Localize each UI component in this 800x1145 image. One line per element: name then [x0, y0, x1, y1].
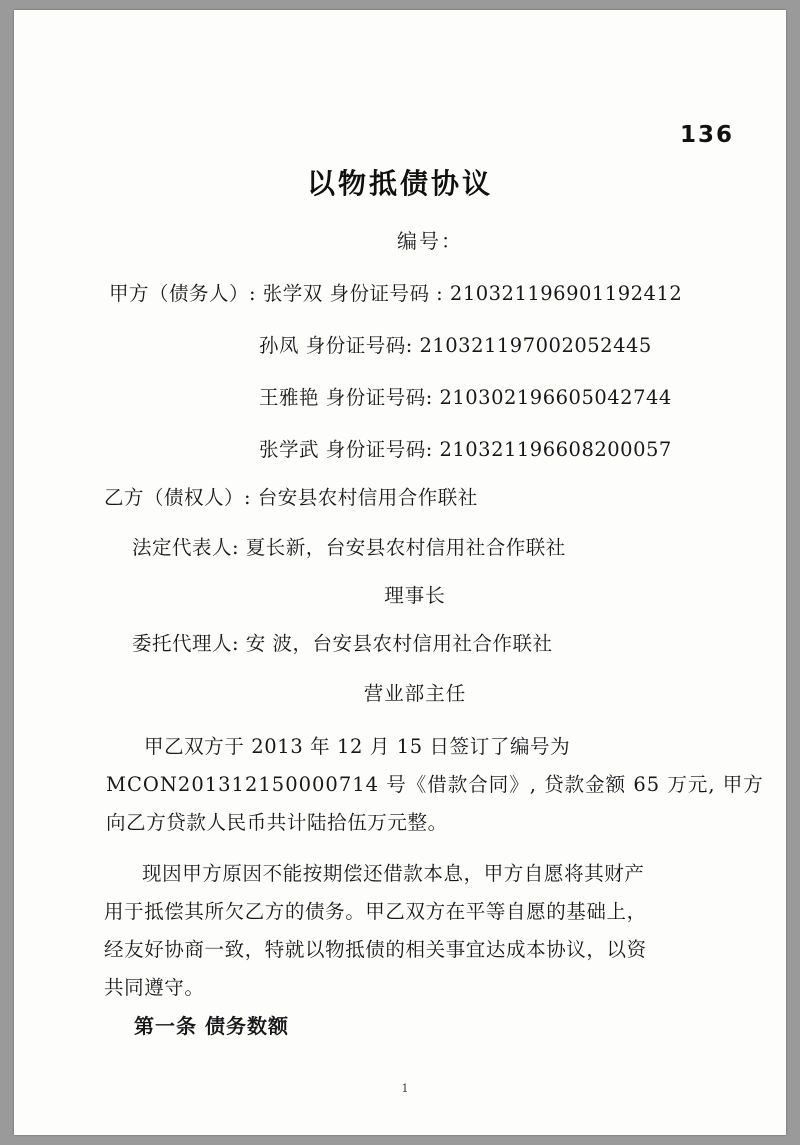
page-edge-left: [0, 0, 14, 1145]
serial-number-label: 编号：: [397, 229, 463, 253]
paragraph-2-line-4: 共同遵守。: [104, 976, 205, 999]
page-edge-right: [786, 0, 800, 1145]
paragraph-1-line-3: 向乙方贷款人民币共计陆拾伍万元整。: [106, 811, 448, 834]
authorized-agent-line: 委托代理人: 安 波，台安县农村信用社合作联社: [132, 632, 553, 655]
legal-representative-line: 法定代表人: 夏长新，台安县农村信用社合作联社: [132, 536, 566, 559]
authorized-agent-title: 营业部主任: [363, 682, 467, 705]
paper-sheet: [14, 10, 786, 1135]
paragraph-2-line-1: 现因甲方原因不能按期偿还借款本息，甲方自愿将其财产: [142, 862, 645, 885]
document-title: 以物抵债协议: [306, 167, 493, 200]
scan-page-number: 136: [679, 122, 734, 148]
footer-page-number: 1: [401, 1082, 409, 1095]
party-a-line-3: 王雅艳 身份证号码: 210302196605042744: [259, 386, 672, 409]
section-1-heading: 第一条 债务数额: [134, 1014, 289, 1038]
paragraph-2-line-3: 经友好协商一致，特就以物抵债的相关事宜达成本协议，以资: [104, 938, 647, 961]
page-edge-bottom: [0, 1135, 800, 1145]
party-a-line-4: 张学武 身份证号码: 210321196608200057: [259, 438, 672, 461]
party-a-line-1: 甲方（债务人）: 张学双 身份证号码 : 210321196901192412: [109, 282, 683, 305]
document-body: [14, 10, 786, 1135]
legal-representative-title: 理事长: [384, 584, 446, 607]
paragraph-1-line-2: MCON201312150000714 号《借款合同》, 贷款金额 65 万元, 甲方: [106, 773, 764, 796]
page-edge-top: [0, 0, 800, 10]
paragraph-2-line-2: 用于抵偿其所欠乙方的债务。甲乙双方在平等自愿的基础上，: [104, 900, 647, 923]
party-b-line: 乙方（债权人）: 台安县农村信用合作联社: [104, 486, 478, 509]
party-a-line-2: 孙凤 身份证号码: 210321197002052445: [259, 334, 652, 357]
paragraph-1-line-1: 甲乙双方于 2013 年 12 月 15 日签订了编号为: [144, 735, 571, 758]
